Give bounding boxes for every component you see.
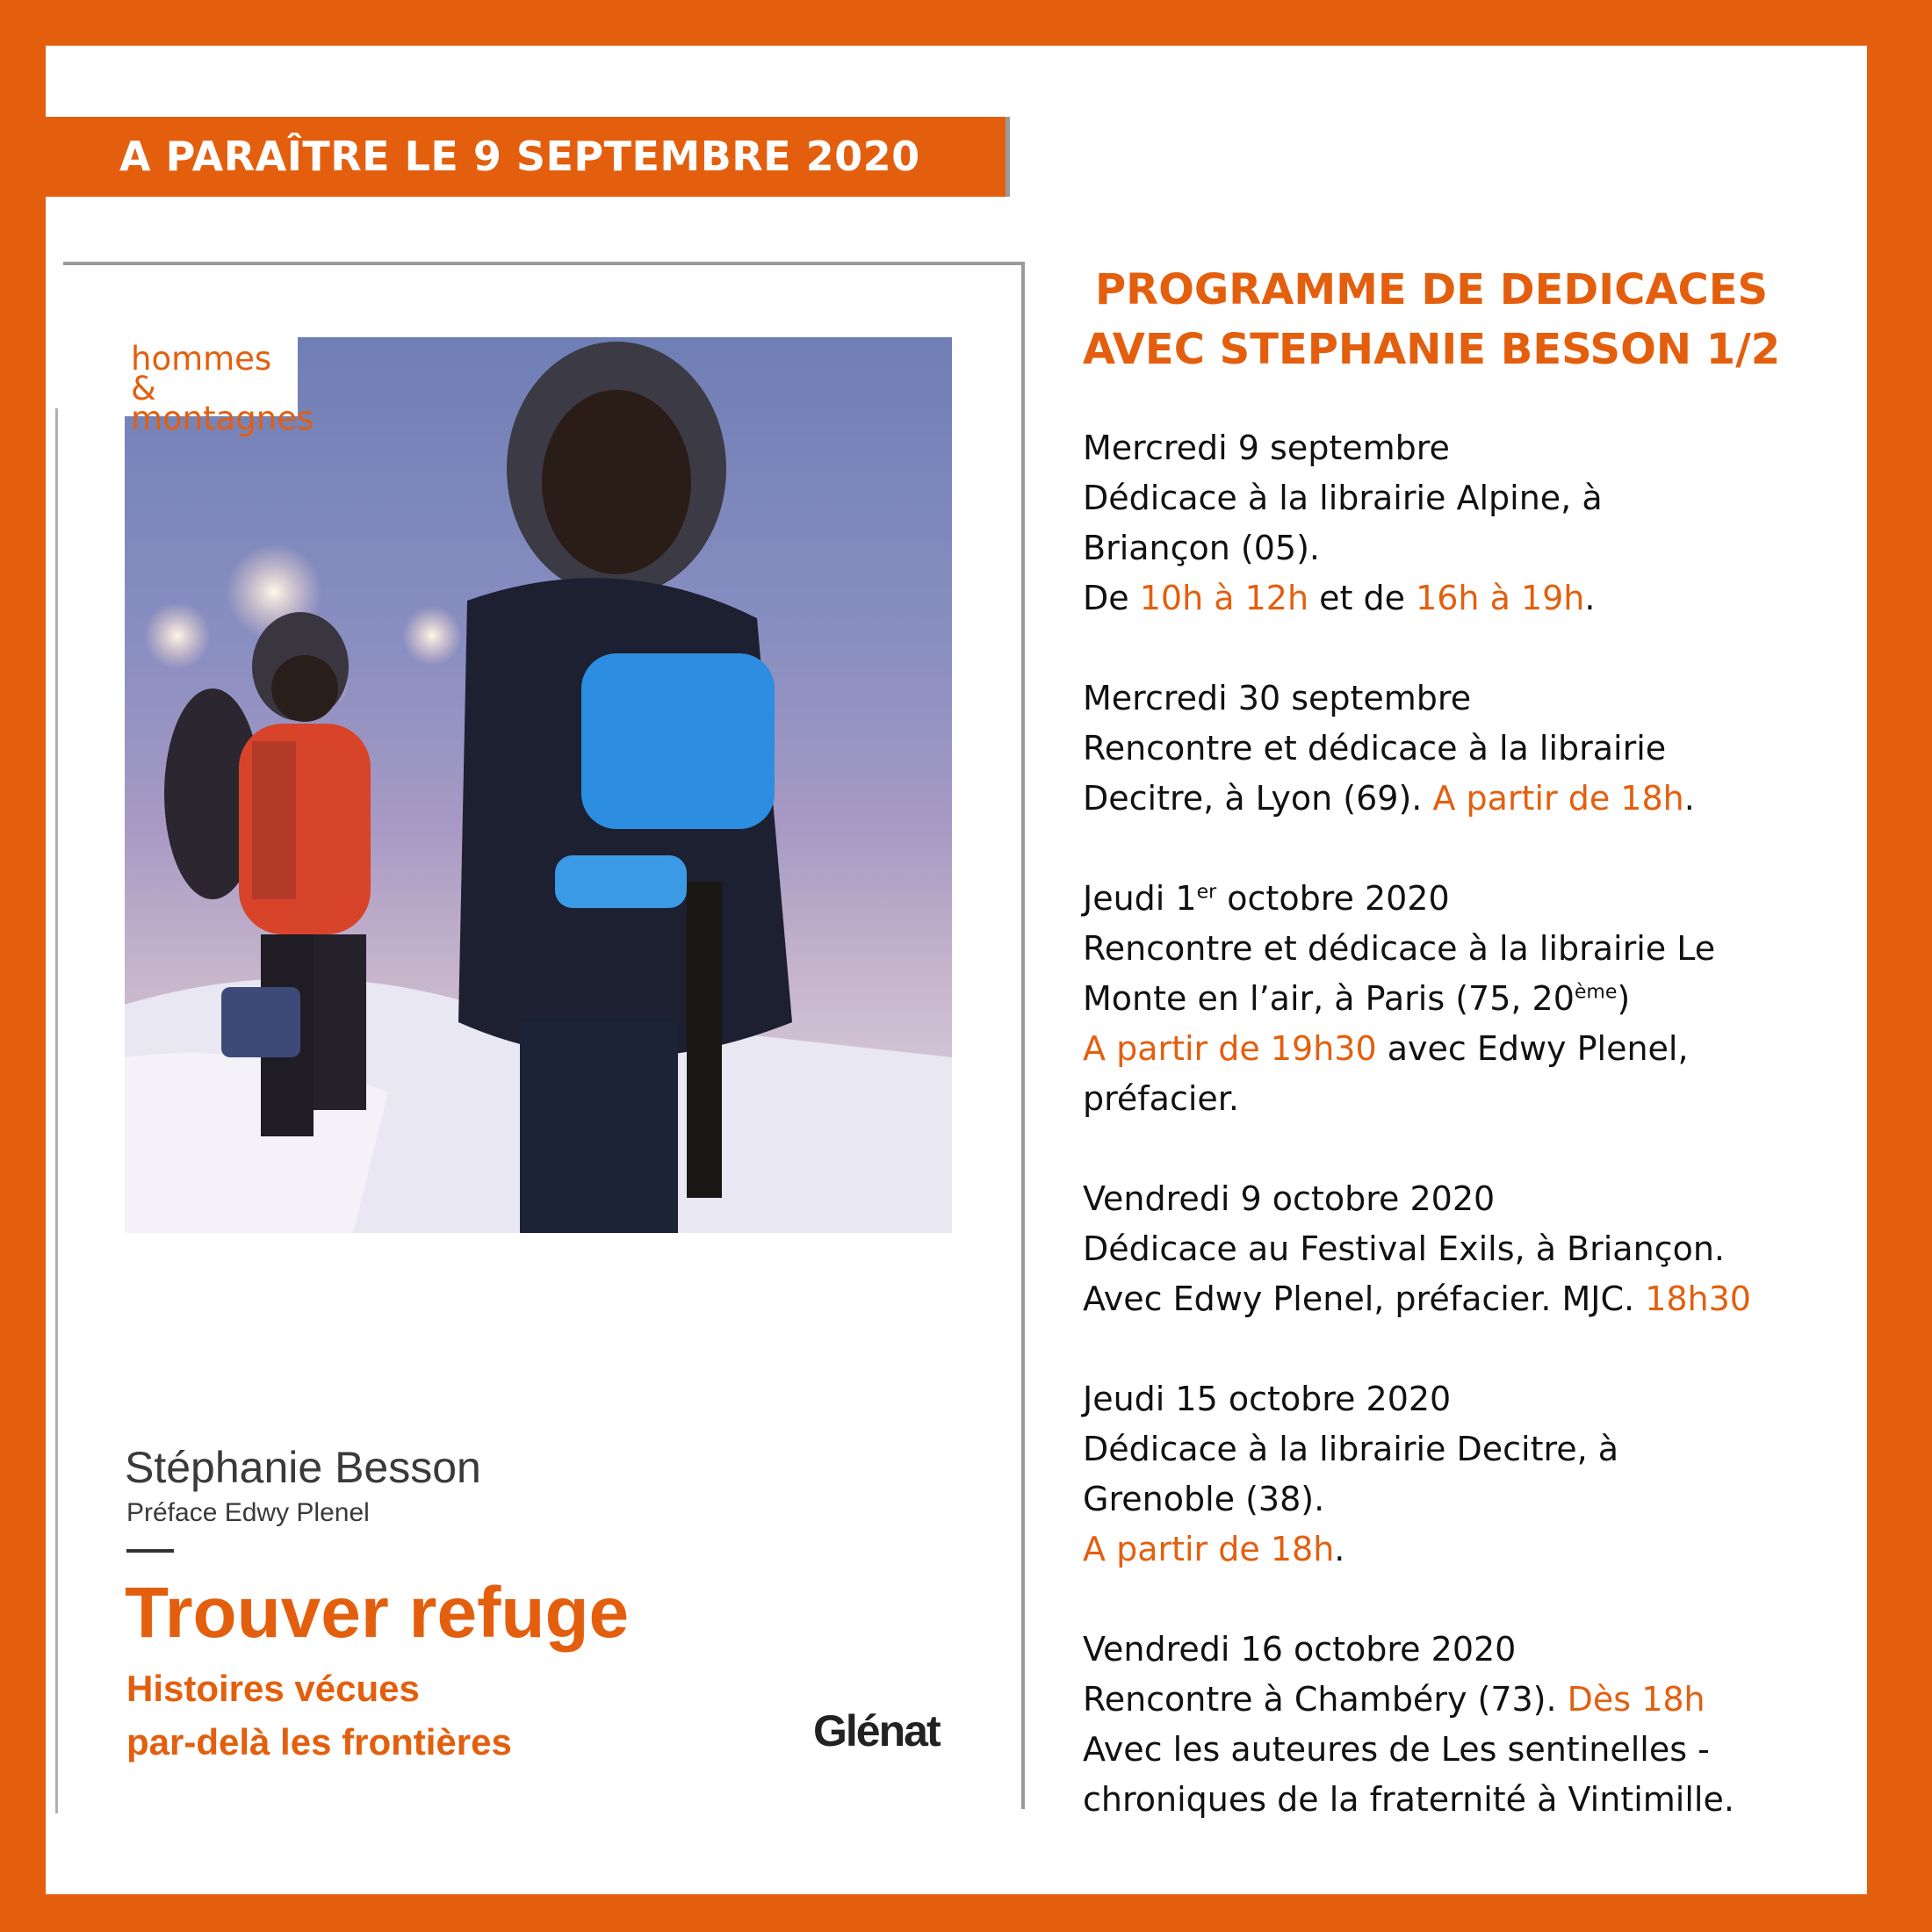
event-date: Mercredi 30 septembre — [1083, 679, 1472, 717]
event-date: Vendredi 16 octobre 2020 — [1083, 1630, 1517, 1669]
cover-edge — [55, 408, 58, 1813]
book-subtitle: Histoires vécues par-delà les frontières — [126, 1668, 512, 1763]
cover-divider — [126, 1549, 174, 1553]
author-name: Stéphanie Besson — [125, 1443, 481, 1492]
collection-logo: hommes & montagnes — [125, 337, 298, 416]
publisher-logo: Glénat — [813, 1706, 940, 1755]
event-list — [1083, 423, 1873, 1875]
event-date: Mercredi 9 septembre — [1083, 429, 1450, 467]
event-item: Mercredi 9 septembre Dédicace à la librairie Alpine, à Briançon (05). De 10h à 12h et de 16h à 19h. — [1083, 423, 1873, 624]
release-date-banner: A PARAÎTRE LE 9 SEPTEMBRE 2020 — [46, 117, 1010, 197]
preface-credit: Préface Edwy Plenel — [126, 1498, 370, 1527]
event-date: Jeudi 15 octobre 2020 — [1083, 1380, 1452, 1418]
event-item: Vendredi 9 octobre 2020 Dédicace au Festival Exils, à Briançon. Avec Edwy Plenel, préfacier. MJC. 18h30 — [1083, 1174, 1873, 1324]
event-date: Jeudi 1er octobre 2020 — [1083, 879, 1450, 918]
event-item: Vendredi 16 octobre 2020 Rencontre à Chambéry (73). Dès 18h Avec les auteures de Les sentinelles - chroniques de la fraternité à Vintimille. — [1083, 1625, 1873, 1825]
book-cover — [63, 262, 1025, 1809]
event-item: Jeudi 1er octobre 2020 Rencontre et dédicace à la librairie Le Monte en l’air, à Paris (75, 20ème) A partir de 19h30 avec Edwy Plenel, préfacier. — [1083, 874, 1873, 1124]
event-item: Mercredi 30 septembre Rencontre et dédicace à la librairie Decitre, à Lyon (69). A partir de 18h. — [1083, 674, 1873, 824]
book-title: Trouver refuge — [125, 1573, 630, 1653]
cover-photo — [125, 337, 952, 1233]
refugees-in-snow-photo — [125, 337, 952, 1233]
programme-title: PROGRAMME DE DEDICACES AVEC STEPHANIE BESSON 1/2 — [1082, 265, 1781, 374]
event-item: Jeudi 15 octobre 2020 Dédicace à la librairie Decitre, à Grenoble (38). A partir de 18h. — [1083, 1374, 1873, 1575]
event-date: Vendredi 9 octobre 2020 — [1083, 1179, 1496, 1218]
